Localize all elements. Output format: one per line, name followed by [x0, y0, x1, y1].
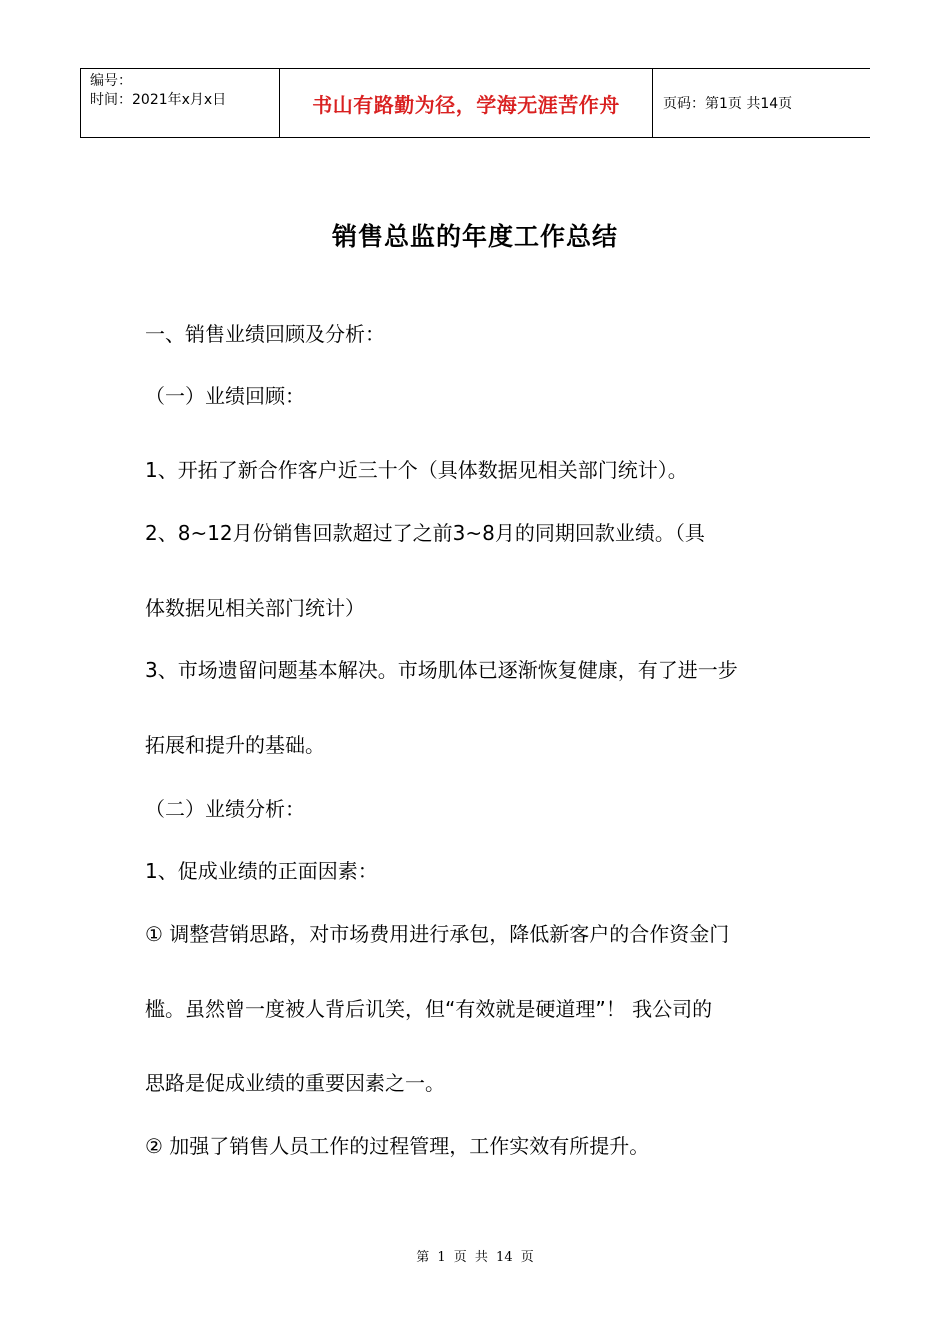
paragraph: 拓展和提升的基础。	[145, 733, 325, 757]
paragraph: ① 调整营销思路，对市场费用进行承包，降低新客户的合作资金门	[145, 922, 730, 946]
header-motto: 书山有路勤为径，学海无涯苦作舟	[312, 92, 620, 117]
paragraph: 3、市场遗留问题基本解决。市场肌体已逐渐恢复健康，有了进一步	[145, 658, 738, 682]
header-page-info: 页码：第1页 共14页	[663, 96, 793, 112]
subsection-heading: （二）业绩分析：	[145, 797, 305, 821]
paragraph: 2、8~12月份销售回款超过了之前3~8月的同期回款业绩。（具	[145, 521, 705, 545]
header-table	[80, 68, 870, 138]
header-page-cell	[653, 69, 870, 137]
paragraph: 体数据见相关部门统计）	[145, 596, 365, 620]
paragraph: 1、开拓了新合作客户近三十个（具体数据见相关部门统计）。	[145, 458, 688, 482]
subsection-heading: （一）业绩回顾：	[145, 384, 305, 408]
paragraph: 思路是促成业绩的重要因素之一。	[145, 1071, 445, 1095]
page-footer: 第 1 页 共 14 页	[416, 1250, 534, 1265]
section-heading: 一、销售业绩回顾及分析：	[145, 322, 385, 346]
number-label: 编号：	[90, 73, 132, 89]
header-meta-cell	[80, 69, 280, 137]
paragraph: 槛。虽然曾一度被人背后讥笑，但“有效就是硬道理”！ 我公司的	[145, 997, 713, 1021]
time-label: 时间：2021年x月x日	[90, 92, 227, 108]
paragraph: ② 加强了销售人员工作的过程管理，工作实效有所提升。	[145, 1134, 650, 1158]
header-motto-cell	[280, 69, 653, 137]
document-title: 销售总监的年度工作总结	[331, 222, 618, 251]
paragraph: 1、促成业绩的正面因素：	[145, 859, 378, 883]
